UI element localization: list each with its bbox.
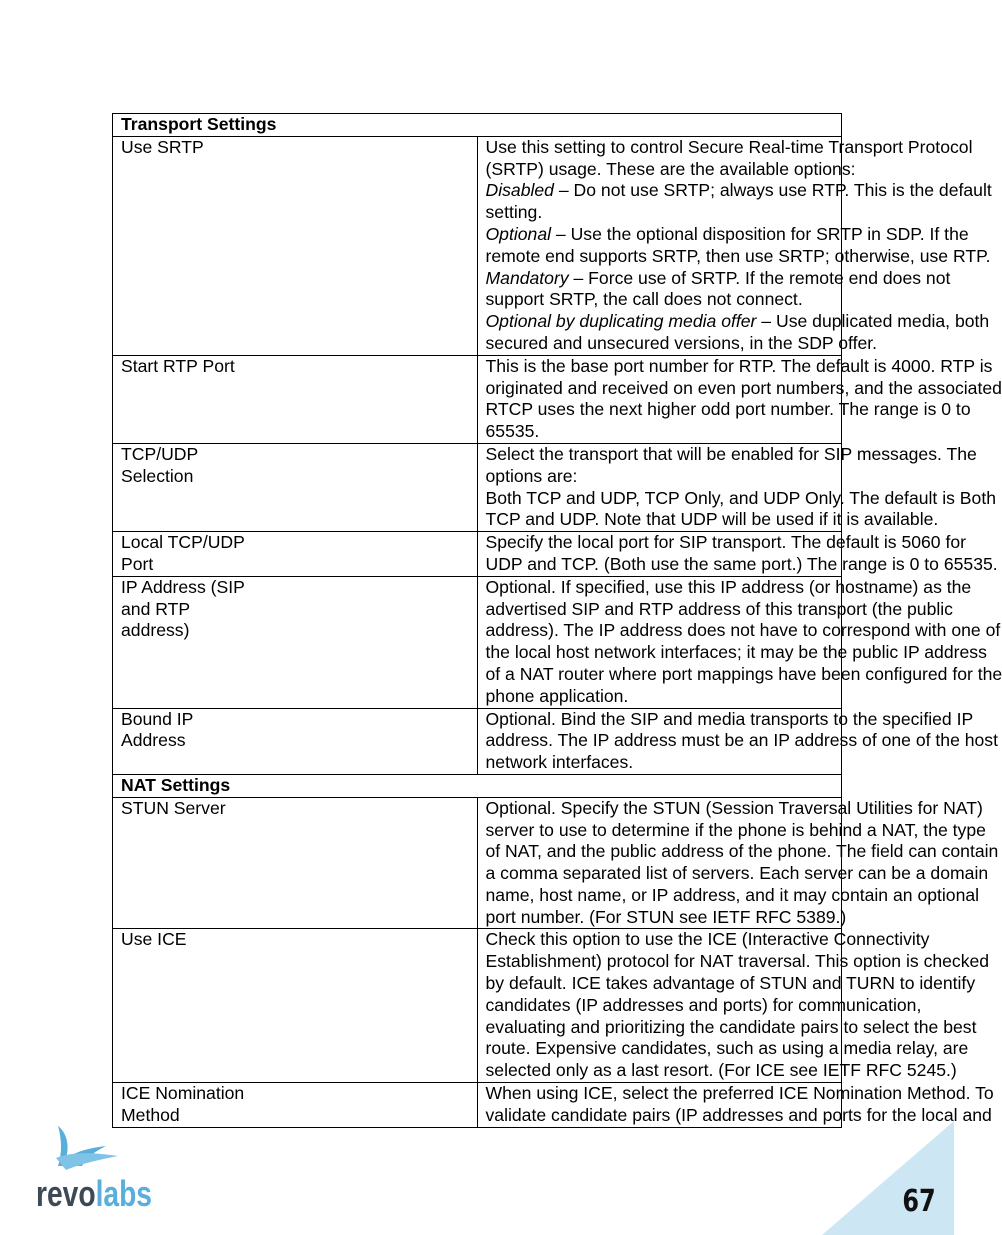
description-text: Select the transport that will be enabled for SIP messages. The	[485, 443, 977, 464]
description-text: port number. (For STUN see IETF RFC 5389.)	[485, 906, 847, 927]
description-text: advertised SIP and RTP address of this transport (the public	[485, 598, 953, 619]
description-text: validate candidate pairs (IP addresses and ports for the local and	[485, 1104, 992, 1125]
option-name: Disabled	[485, 180, 554, 201]
description-line	[485, 443, 977, 466]
description-text: – Use the optional disposition for SRTP in SDP. If the	[551, 223, 969, 244]
table-row	[113, 797, 842, 929]
description-line	[485, 267, 951, 290]
table-row	[113, 929, 842, 1083]
setting-name-line: Method	[121, 1104, 180, 1125]
setting-description	[477, 929, 990, 1083]
description-line	[485, 1104, 992, 1127]
setting-name	[113, 797, 478, 929]
description-text: – Use duplicated media, both	[756, 311, 990, 332]
description-line	[485, 553, 998, 576]
setting-name-line: Start RTP Port	[121, 355, 235, 376]
setting-description	[477, 708, 998, 774]
setting-name	[113, 443, 478, 531]
description-text: Use this setting to control Secure Real-time Transport Protocol	[485, 136, 973, 157]
description-line	[485, 973, 976, 995]
description-line	[485, 663, 1002, 686]
setting-description	[477, 532, 998, 577]
description-text: RTCP uses the next higher odd port number. The range is 0 to	[485, 399, 971, 420]
section-title: NAT Settings	[113, 774, 842, 797]
description-text: – Force use of SRTP. If the remote end does not	[568, 267, 951, 288]
description-line	[485, 136, 973, 159]
description-text: Check this option to use the ICE (Interactive Connectivity	[485, 929, 930, 950]
description-line	[486, 466, 840, 488]
setting-name	[113, 532, 478, 577]
description-text: phone application.	[485, 685, 629, 706]
description-text: the local host network interfaces; it may be the public IP address	[485, 642, 987, 663]
option-name: Optional by duplicating media offer	[485, 311, 757, 332]
setting-name-line: and RTP	[121, 598, 191, 619]
description-text: secured and unsecured versions, in the SDP offer.	[485, 332, 878, 353]
description-text: UDP and TCP. (Both use the same port.) The range is 0 to 65535.	[485, 553, 998, 574]
description-line	[485, 929, 930, 951]
description-text: of a NAT router where port mappings have been configured for the	[485, 663, 1002, 684]
page-number: 67	[902, 1184, 936, 1219]
description-text: options are:	[485, 465, 578, 486]
description-line	[486, 202, 840, 224]
description-line	[485, 906, 847, 929]
description-line	[485, 355, 993, 378]
description-line	[486, 421, 840, 443]
description-text: – Do not use SRTP; always use RTP. This is the default	[553, 180, 992, 201]
setting-name	[113, 1083, 478, 1128]
description-line	[485, 598, 953, 621]
description-text: network interfaces.	[485, 752, 634, 773]
setting-name	[113, 929, 478, 1083]
setting-description	[477, 443, 996, 531]
description-text: Optional. Bind the SIP and media transports to the specified IP	[485, 708, 974, 729]
description-text: by default. ICE takes advantage of STUN and TURN to identify	[485, 973, 976, 994]
table-row	[113, 355, 842, 443]
description-line	[485, 730, 998, 752]
description-line	[485, 487, 996, 510]
setting-name-line: address)	[121, 620, 190, 641]
description-line	[486, 289, 840, 311]
description-text: When using ICE, select the preferred ICE Nomination Method. To	[485, 1083, 994, 1104]
description-line	[485, 158, 856, 181]
description-line	[485, 863, 989, 885]
description-line	[485, 1016, 977, 1039]
setting-description	[477, 1083, 994, 1128]
setting-name-line: Local TCP/UDP	[121, 532, 245, 553]
description-line	[485, 1038, 969, 1060]
setting-name-line: Port	[121, 553, 154, 574]
description-line	[485, 951, 990, 973]
setting-name-line: STUN Server	[121, 797, 226, 818]
svg-text:revolabs: revolabs	[36, 1173, 168, 1214]
description-text: server to use to determine if the phone is behind a NAT, the type	[485, 819, 986, 840]
description-text: Optional. If specified, use this IP address (or hostname) as the	[485, 576, 972, 597]
settings-table	[112, 113, 1002, 1128]
setting-name-line: ICE Nomination	[121, 1083, 245, 1104]
setting-description	[477, 136, 992, 355]
description-text: (SRTP) usage. These are the available options:	[485, 158, 856, 179]
description-line	[485, 841, 999, 863]
description-text: 65535.	[485, 421, 540, 442]
description-line	[485, 994, 922, 1017]
setting-name-line: Use ICE	[121, 929, 187, 950]
description-text: setting.	[485, 202, 543, 223]
setting-name-line: Address	[121, 730, 186, 751]
description-line	[485, 509, 939, 531]
setting-name	[113, 576, 478, 708]
setting-name	[113, 136, 478, 355]
description-text: TCP and UDP. Note that UDP will be used if it is available.	[485, 509, 939, 530]
description-line	[485, 1083, 994, 1105]
description-line	[485, 797, 983, 820]
description-text: Specify the local port for SIP transport. The default is 5060 for	[485, 532, 967, 553]
description-text: of NAT, and the public address of the phone. The field can contain	[485, 841, 999, 862]
description-line	[485, 884, 980, 907]
description-line	[485, 576, 972, 599]
description-text: originated and received on even port numbers, and the associated	[485, 377, 1002, 398]
description-text: Both TCP and UDP, TCP Only, and UDP Only. The default is Both	[485, 487, 996, 508]
table-row	[113, 443, 842, 531]
description-text: This is the base port number for RTP. The default is 4000. RTP is	[485, 355, 993, 376]
description-line	[485, 180, 992, 202]
description-line	[485, 332, 878, 355]
description-line	[485, 399, 971, 421]
description-line	[485, 245, 991, 268]
description-line	[485, 1060, 957, 1082]
description-line	[485, 377, 1002, 400]
setting-name-line: IP Address (SIP	[121, 576, 245, 597]
option-name: Optional	[485, 223, 552, 244]
description-line	[485, 620, 1001, 642]
description-text: support SRTP, the call does not connect.	[485, 289, 803, 310]
table-row	[113, 576, 842, 708]
table-row	[113, 532, 842, 577]
description-text: evaluating and prioritizing the candidate pairs to select the best	[485, 1016, 977, 1037]
setting-name-line: TCP/UDP	[121, 443, 199, 464]
description-line	[485, 223, 969, 246]
setting-name	[113, 708, 478, 774]
description-text: candidates (IP addresses and ports) for communication,	[485, 994, 922, 1015]
setting-name	[113, 355, 478, 443]
description-text: remote end supports SRTP, then use SRTP; otherwise, use RTP.	[485, 245, 991, 266]
setting-description	[477, 355, 1002, 443]
description-text: Establishment) protocol for NAT traversal. This option is checked	[485, 951, 990, 972]
description-line	[485, 532, 967, 554]
setting-name-line: Selection	[121, 465, 194, 486]
description-line	[486, 686, 840, 708]
table-row	[113, 708, 842, 774]
description-text: address). The IP address does not have to correspond with one of	[485, 620, 1001, 641]
section-title: Transport Settings	[113, 114, 842, 137]
section-header	[113, 774, 842, 797]
description-line	[485, 819, 986, 842]
setting-description	[477, 797, 999, 929]
table-row	[113, 136, 842, 355]
description-text: route. Expensive candidates, such as using a media relay, are	[485, 1038, 969, 1059]
revolabs-logo	[36, 1122, 168, 1214]
table-row	[113, 1083, 842, 1128]
setting-name-line: Bound IP	[121, 708, 194, 729]
description-text: a comma separated list of servers. Each server can be a domain	[485, 863, 989, 884]
description-text: address. The IP address must be an IP address of one of the host	[485, 730, 998, 751]
description-line	[485, 708, 974, 731]
setting-description	[477, 576, 1002, 708]
description-line	[486, 752, 840, 774]
description-line	[485, 642, 987, 664]
description-line	[485, 311, 990, 333]
section-header	[113, 114, 842, 137]
description-text: Optional. Specify the STUN (Session Traversal Utilities for NAT)	[485, 797, 983, 818]
option-name: Mandatory	[485, 267, 569, 288]
setting-name-line: Use SRTP	[121, 136, 204, 157]
description-text: name, host name, or IP address, and it may contain an optional	[485, 884, 980, 905]
description-text: selected only as a last resort. (For ICE see IETF RFC 5245.)	[485, 1060, 957, 1081]
